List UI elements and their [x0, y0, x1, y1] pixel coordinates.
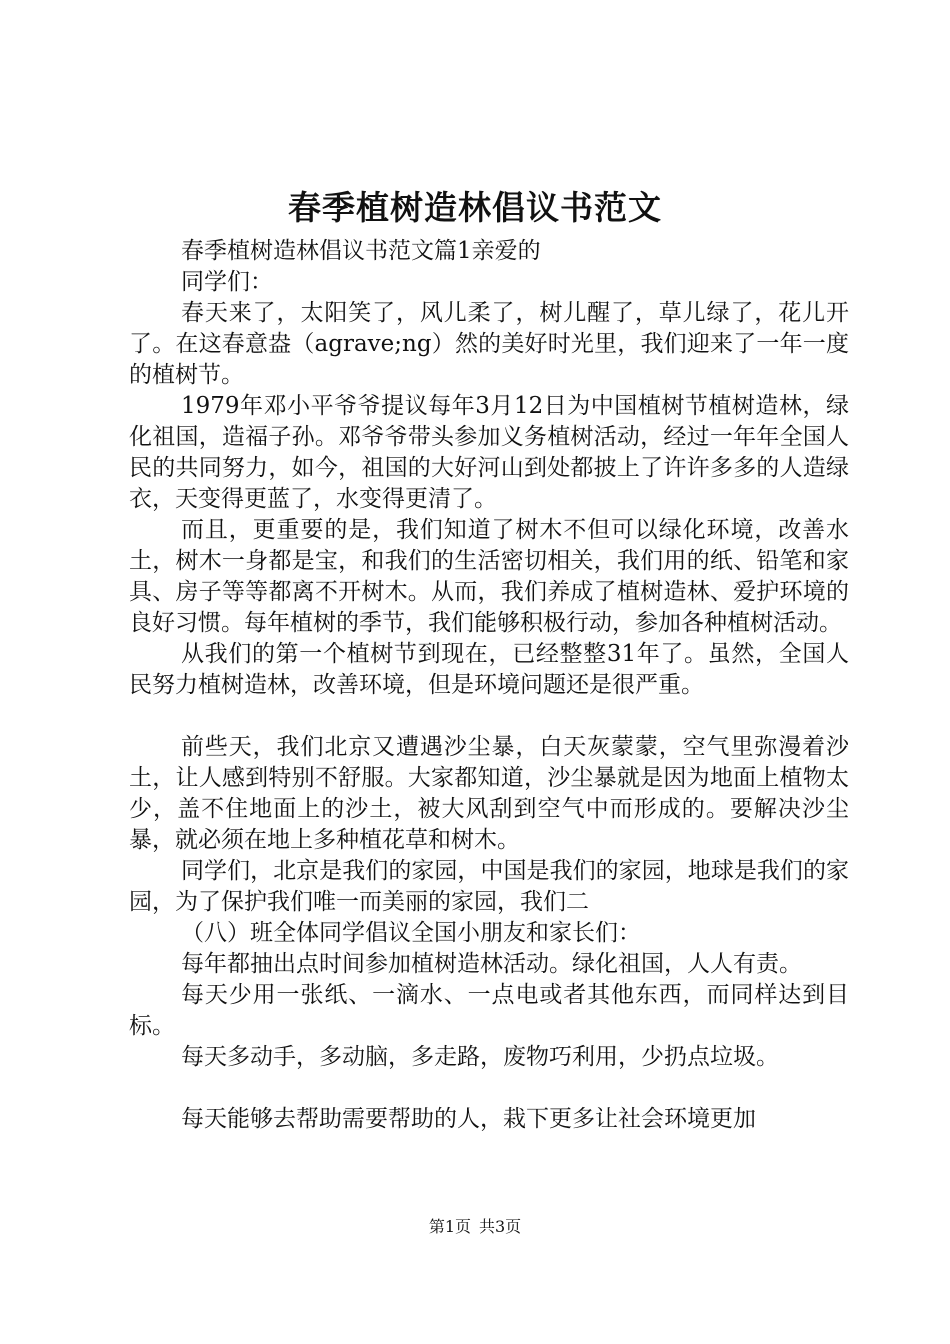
document-body [129, 236, 849, 1135]
page-number-total: 共3页 [479, 1217, 522, 1236]
document-title: 春季植树造林倡议书范文 [288, 188, 662, 227]
paragraph: 同学们，北京是我们的家园，中国是我们的家园，地球是我们的家园，为了保护我们唯一而美丽的家园，我们二 [129, 858, 849, 915]
paragraph: 而且，更重要的是，我们知道了树木不但可以绿化环境，改善水土，树木一身都是宝，和我们的生活密切相关，我们用的纸、铅笔和家具、房子等等都离不开树木。从而，我们养成了植树造林、爱护环境的良好习惯。每年植树的季节，我们能够积极行动，参加各种植树活动。 [129, 517, 849, 636]
paragraph: 同学们： [181, 269, 273, 295]
paragraph: 1979年邓小平爷爷提议每年3月12日为中国植树节植树造林，绿化祖国，造福子孙。邓爷爷带头参加义务植树活动，经过一年年全国人民的共同努力，如今，祖国的大好河山到处都披上了许许多多的人造绿衣，天变得更蓝了，水变得更清了。 [129, 393, 849, 512]
paragraph: 前些天，我们北京又遭遇沙尘暴，白天灰蒙蒙，空气里弥漫着沙土，让人感到特别不舒服。大家都知道，沙尘暴就是因为地面上植物太少，盖不住地面上的沙土，被大风刮到空气中而形成的。要解决沙尘暴，就必须在地上多种植花草和树木。 [129, 734, 849, 853]
paragraph: 每天少用一张纸、一滴水、一点电或者其他东西，而同样达到目标。 [129, 982, 849, 1039]
paragraph: 每天能够去帮助需要帮助的人，栽下更多让社会环境更加 [181, 1106, 756, 1132]
paragraph: 每年都抽出点时间参加植树造林活动。绿化祖国，人人有责。 [181, 951, 802, 977]
page-number-current: 第1页 [428, 1217, 471, 1236]
paragraph: 每天多动手，多动脑，多走路，废物巧利用，少扔点垃圾。 [181, 1044, 779, 1070]
page-footer [0, 1216, 950, 1238]
paragraph: （八）班全体同学倡议全国小朋友和家长们： [181, 920, 641, 946]
paragraph: 春季植树造林倡议书范文篇1亲爱的 [181, 238, 541, 264]
paragraph: 从我们的第一个植树节到现在，已经整整31年了。虽然，全国人民努力植树造林，改善环境，但是环境问题还是很严重。 [129, 641, 849, 698]
paragraph: 春天来了，太阳笑了，风儿柔了，树儿醒了，草儿绿了，花儿开了。在这春意盎（agrave;ng）然的美好时光里，我们迎来了一年一度的植树节。 [129, 300, 849, 388]
